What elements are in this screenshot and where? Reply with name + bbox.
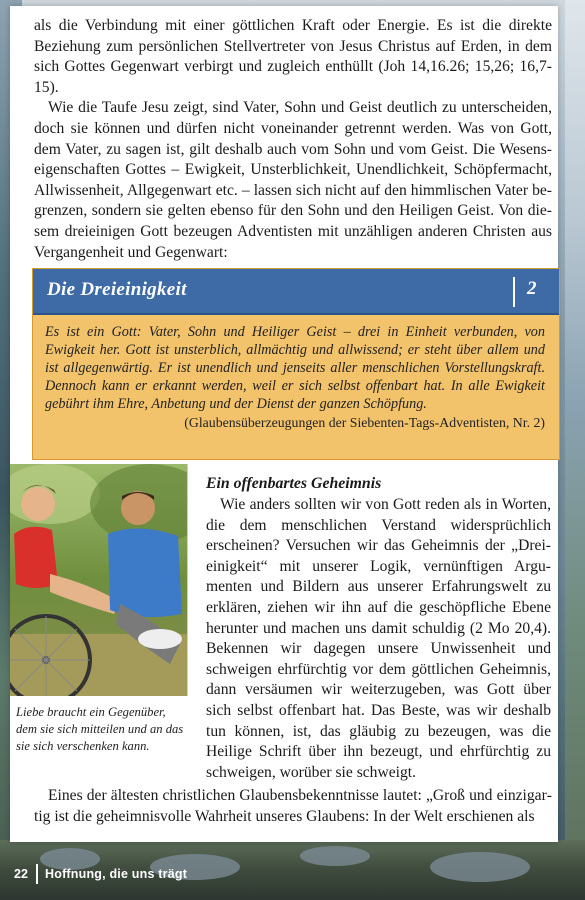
belief-box-text-block [33,315,559,432]
paragraph: als die Verbindung mit einer göttlichen Kraft oder Energie. Es ist die direkte Beziehung zum persönlichen Stellvertreter von Jesus Christus auf Erden, in dem sich Gottes Gegenwart verbirgt und zugleich enthüllt (Joh 14,16.26; 15,26; 16,7-15). [34,17,552,96]
belief-number: 2 [527,278,537,299]
text-block-top [34,16,552,263]
couple-photo-illustration [10,464,187,696]
belief-text: Es ist ein Gott: Vater, Sohn und Heiliger Geist – drei in Einheit verbunden, von Ewigkeit her. Gott ist unsterblich, allmächtig und allwissend; er steht über allem und ist allgegenwärtig. Er ist unendlich und jenseits aller menschlichen Vorstellungskraft. Dennoch kann er erkannt werden, weil er sich selbst offenbart hat. In alle Ewigkeit gebührt ihm Ehre, Anbetung und der Dienst der ganzen Schöpfung. [45,324,545,412]
book-title: Hoffnung, die uns trägt [45,867,188,881]
paragraph: Eines der ältesten christlichen Glaubensbekenntnisse lautet: „Groß und einzigartig ist die geheimnisvolle Wahrheit unseres Glaubens: In der Welt erschienen als [34,787,552,825]
couple-photo [10,464,188,696]
paragraph: Wie die Taufe Jesu zeigt, sind Vater, Sohn und Geist deutlich zu unterscheiden, doch sie können und dürfen nicht voneinander getrennt werden. Was von Gott, dem Vater, zu sagen ist, gilt deshalb auch vom Sohn und vom Geist. Die Wesenseigenschaften Gottes – Ewigkeit, Unsterblichkeit, Unendlichkeit, Schöpfermacht, Allwissenheit, Allgegenwart etc. – lassen sich nicht auf den himmlischen Vater begrenzen, sondern sie gelten ebenso für den Sohn und den Heiligen Geist. Von diesem dreieinigen Gott bezeugen Adventisten mit unzähligen anderen Christen aus Vergangenheit und Gegenwart: [34,99,552,261]
section-column [206,474,551,783]
photo-caption: Liebe braucht ein Gegenüber, dem sie sich mitteilen und an das sie sich verschenken kann. [16,705,184,753]
background-scenery-right [565,0,585,900]
divider [513,277,515,307]
book-page [10,6,558,842]
section-heading: Ein offenbartes Geheimnis [206,475,382,492]
divider [36,864,38,884]
belief-source: (Glaubensüberzeugungen der Siebenten-Tags-Adventisten, Nr. 2) [184,415,545,430]
page-number: 22 [14,867,28,881]
belief-box-header [33,269,559,315]
belief-box [32,268,560,460]
belief-box-title: Die Dreieinigkeit [47,279,187,300]
page-footer [0,860,585,890]
text-block-bottom [34,786,552,827]
paragraph: Wie anders sollten wir von Gott reden als in Worten, die dem menschlichen Verstand widersprüchlich erscheinen? Versuchen wir das Geheimnis der „Dreieinigkeit“ mit unserer Logik, vernünftigen Argumenten und Bildern aus unserer Erfahrungswelt zu erklären, ziehen wir ihn auf die geschöpfliche Ebene herunter und machen uns damit schuldig (2 Mo 20,4). Bekennen wir dagegen unsere Unwissenheit und schweigen ehrfürchtig vor dem göttlichen Geheimnis, dann versäumen wir weiterzugeben, was Gott über sich selbst offenbart hat. Das Beste, was wir deshalb tun können, ist, das gläubig zu bezeugen, was die Heilige Schrift über ihn bezeugt, und ehrfürchtig zu schweigen, worüber sie schweigt. [206,496,551,781]
